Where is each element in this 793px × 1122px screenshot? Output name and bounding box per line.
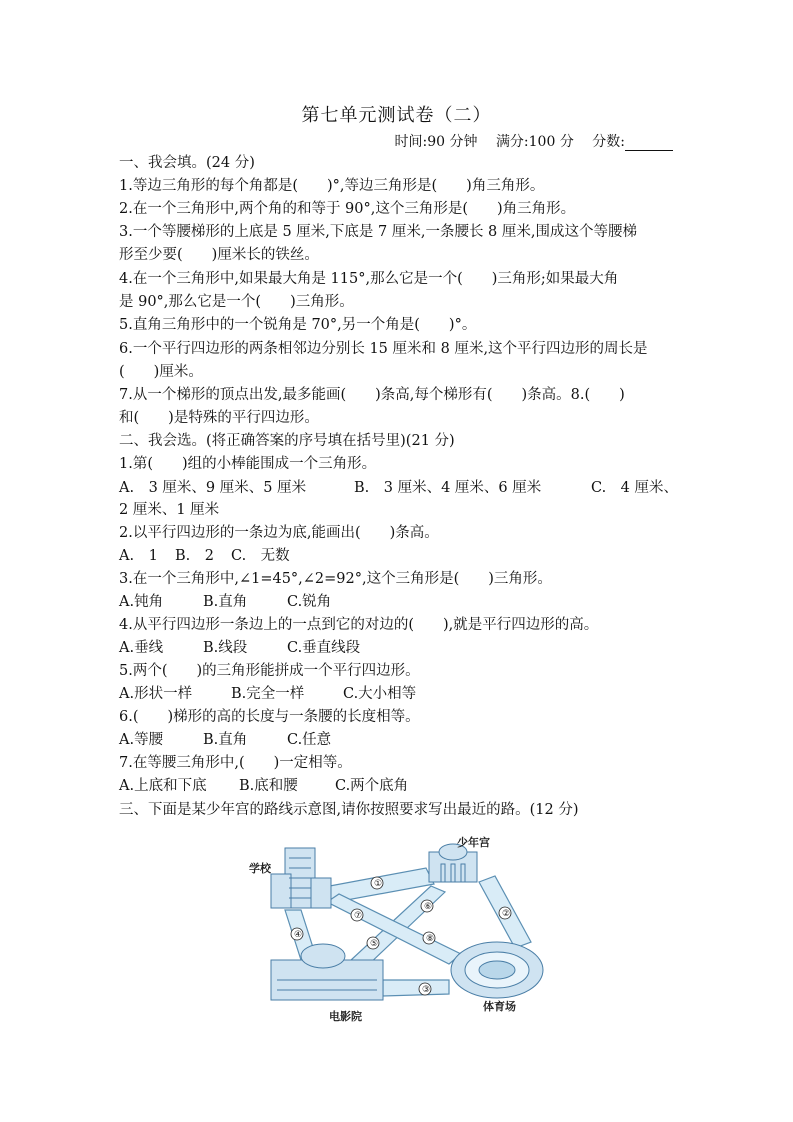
options-row — [119, 776, 679, 796]
option-c: C. 4 厘米、 — [591, 480, 679, 496]
option-a: A.钝角 — [119, 594, 164, 610]
palace-building — [429, 844, 477, 882]
route-label-1: ① — [374, 879, 383, 889]
option-c: C.大小相等 — [343, 686, 417, 702]
score-label: 分数: — [592, 134, 625, 150]
section1-line: 和( )是特殊的平行四边形。 — [119, 410, 319, 426]
road-3 — [383, 980, 449, 996]
option-b: B.线段 — [203, 640, 248, 656]
exam-meta — [381, 131, 674, 151]
section1-heading: 一、我会填。(24 分) — [119, 155, 255, 171]
option-a: A.等腰 — [119, 732, 164, 748]
page-title: 第七单元测试卷（二） — [301, 105, 492, 126]
option-b: B.直角 — [203, 732, 248, 748]
options-row — [119, 546, 679, 566]
label-school: 学校 — [249, 862, 271, 875]
option-c: C.垂直线段 — [287, 640, 361, 656]
section1-line: 是 90°,那么它是一个( )三角形。 — [119, 294, 354, 310]
option-a: A. 1 — [119, 548, 158, 564]
question-text: 6.( )梯形的高的长度与一条腰的长度相等。 — [119, 709, 420, 725]
question-text: 1.第( )组的小棒能围成一个三角形。 — [119, 456, 377, 472]
option-c: C.两个底角 — [335, 778, 409, 794]
question-text: 4.从平行四边形一条边上的一点到它的对边的( ),就是平行四边形的高。 — [119, 617, 599, 633]
exam-score — [592, 134, 673, 150]
option-b: B.底和腰 — [239, 778, 298, 794]
option-a: A.上底和下底 — [119, 778, 207, 794]
route-label-2: ② — [502, 909, 511, 919]
route-label-4: ④ — [294, 930, 303, 940]
section2-heading: 二、我会选。(将正确答案的序号填在括号里)(21 分) — [119, 433, 455, 449]
exam-time: 时间:90 分钟 — [394, 134, 478, 150]
route-label-8: ⑧ — [426, 934, 435, 944]
question-text: 7.在等腰三角形中,( )一定相等。 — [119, 755, 352, 771]
question-text: 2.以平行四边形的一条边为底,能画出( )条高。 — [119, 525, 439, 541]
option-a: A. 3 厘米、9 厘米、5 厘米 — [119, 480, 307, 496]
score-blank[interactable] — [625, 136, 673, 151]
section1-line: 4.在一个三角形中,如果最大角是 115°,那么它是一个( )三角形;如果最大角 — [119, 271, 619, 287]
option-b: B. 3 厘米、4 厘米、6 厘米 — [354, 480, 542, 496]
option-a: A.垂线 — [119, 640, 164, 656]
label-cinema: 电影院 — [329, 1010, 362, 1023]
options-row — [119, 592, 679, 612]
section1-line: 5.直角三角形中的一个锐角是 70°,另一个角是( )°。 — [119, 317, 477, 333]
options-row — [119, 684, 679, 704]
section1-line: 2.在一个三角形中,两个角的和等于 90°,这个三角形是( )角三角形。 — [119, 201, 576, 217]
options-row — [119, 478, 679, 498]
option-c: C. 无数 — [231, 548, 290, 564]
question-text: 5.两个( )的三角形能拼成一个平行四边形。 — [119, 663, 420, 679]
section1-line: 3.一个等腰梯形的上底是 5 厘米,下底是 7 厘米,一条腰长 8 厘米,围成这个等腰梯 — [119, 224, 637, 240]
route-label-6: ⑥ — [424, 902, 433, 912]
option-c: C.锐角 — [287, 594, 332, 610]
option-a: A.形状一样 — [119, 686, 193, 702]
question-text: 3.在一个三角形中,∠1=45°,∠2=92°,这个三角形是( )三角形。 — [119, 571, 552, 587]
option-b: B. 2 — [175, 548, 214, 564]
option-b: B.直角 — [203, 594, 248, 610]
option-c-continued: 2 厘米、1 厘米 — [119, 502, 220, 518]
stadium-building — [451, 942, 543, 998]
section1-line: 6.一个平行四边形的两条相邻边分别长 15 厘米和 8 厘米,这个平行四边形的周长是 — [119, 341, 648, 357]
route-map-diagram — [243, 830, 545, 1026]
section1-line: 7.从一个梯形的顶点出发,最多能画( )条高,每个梯形有( )条高。8.( ) — [119, 387, 625, 403]
section1-line: 1.等边三角形的每个角都是( )°,等边三角形是( )角三角形。 — [119, 178, 545, 194]
option-b: B.完全一样 — [231, 686, 305, 702]
route-label-3: ③ — [422, 985, 431, 995]
option-c: C.任意 — [287, 732, 332, 748]
section3-heading: 三、下面是某少年宫的路线示意图,请你按照要求写出最近的路。(12 分) — [119, 802, 579, 818]
exam-full-score: 满分:100 分 — [495, 134, 574, 150]
label-palace: 少年宫 — [457, 836, 490, 849]
section1-line: ( )厘米。 — [119, 364, 203, 380]
section1-line: 形至少要( )厘米长的铁丝。 — [119, 247, 319, 263]
options-row — [119, 638, 679, 658]
route-label-7: ⑦ — [354, 911, 363, 921]
label-stadium: 体育场 — [483, 1000, 516, 1013]
options-row — [119, 730, 679, 750]
school-building — [271, 848, 331, 908]
route-label-5: ⑤ — [370, 939, 379, 949]
road-7-8 — [327, 894, 461, 964]
